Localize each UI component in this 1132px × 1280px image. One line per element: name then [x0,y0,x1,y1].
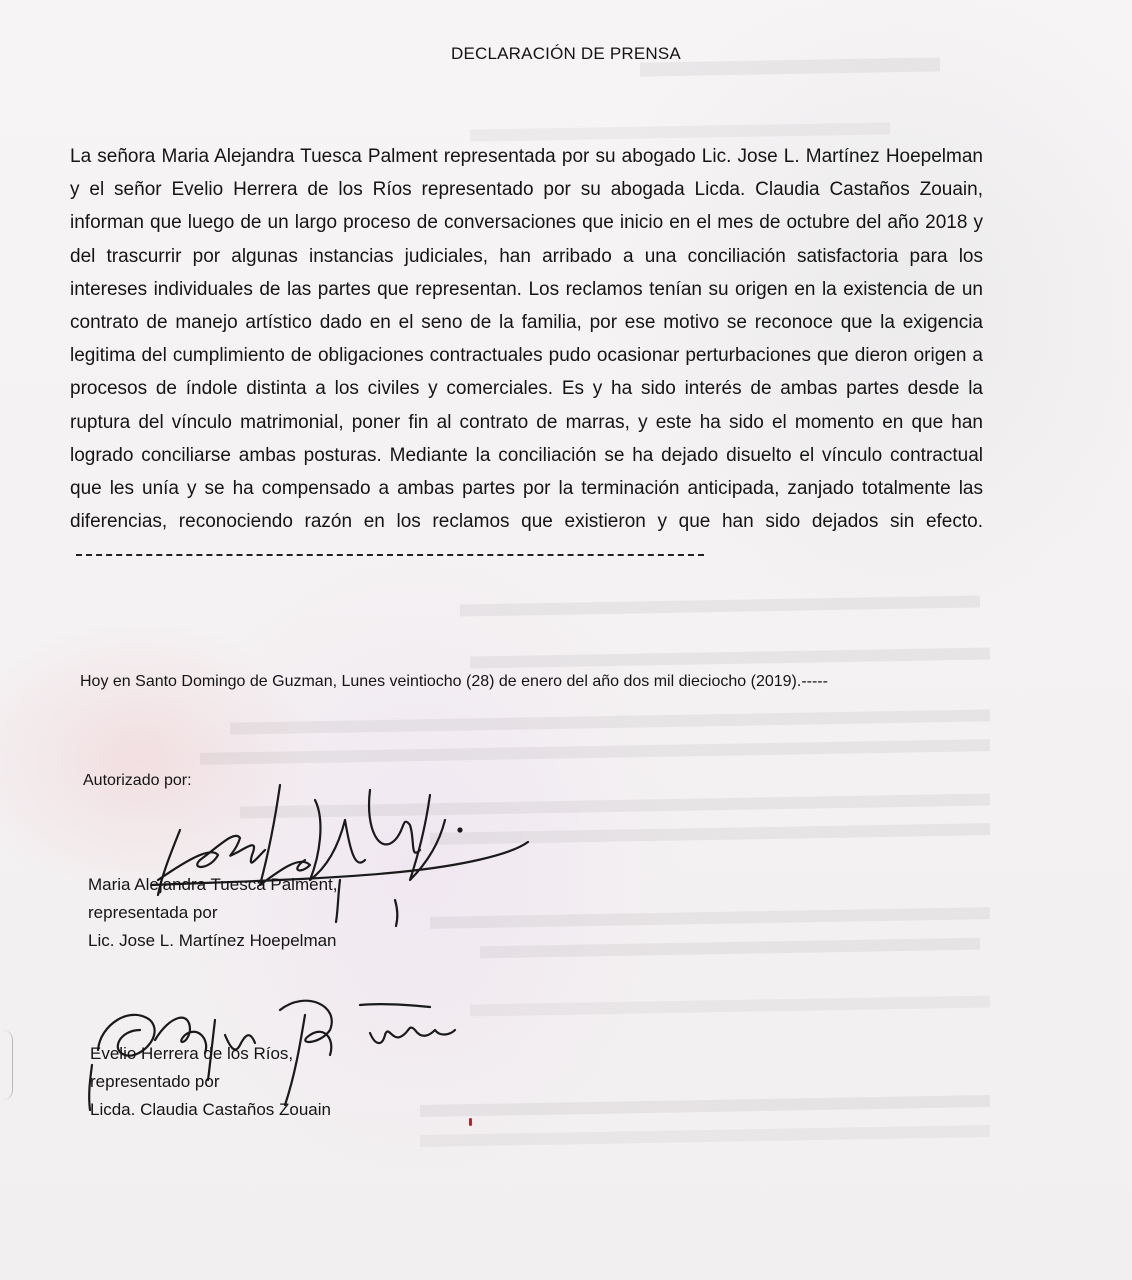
document-title: DECLARACIÓN DE PRENSA [451,44,681,63]
body-paragraph: La señora Maria Alejandra Tuesca Palment representada por su abogado Lic. Jose L. Martínez Hoepelman y el señor Evelio Herrera de los Ríos representado por su abogada Licda. Claudia Castaños Zouain, informan que luego de un largo proceso de conversaciones que inicio en el mes de octubre del año 2018 y del trascurrir por algunas instancias judiciales, han arribado a una conciliación satisfactoria para los intereses individuales de las partes que representan. Los reclamos tenían su origen en la existencia de un contrato de manejo artístico dado en el seno de la familia, por ese motivo se reconoce que la exigencia legitima del cumplimiento de obligaciones contractuales pudo ocasionar perturbaciones que dieron origen a procesos de índole distinta a los civiles y comerciales. Es y ha sido interés de ambas partes desde la ruptura del vínculo matrimonial, poner fin al contrato de marras, y este ha sido el momento en que han logrado conciliarse ambas posturas. Mediante la conciliación se ha dejado disuelto el vínculo contractual que les unía y se ha compensado a ambas partes por la terminación anticipada, zanjado totalmente las diferencias, reconociendo razón en los reclamos que existieron y que han sido dejados sin efecto. [70,146,983,533]
show-through-mark [430,823,990,845]
authorized-by-label: Autorizado por: [83,772,192,789]
dash-filler [76,553,704,556]
signatory-2-lawyer: Licda. Claudia Castaños Zouain [90,1100,331,1119]
ink-mark [469,1118,472,1126]
show-through-mark [430,907,990,929]
show-through-mark [470,995,990,1016]
signatory-1-lawyer: Lic. Jose L. Martínez Hoepelman [88,931,337,950]
show-through-mark [470,647,990,668]
signatory-2-block [90,1040,331,1124]
page-edge-mark [0,1030,13,1100]
show-through-mark [230,709,990,734]
document-body [70,140,983,572]
date-line: Hoy en Santo Domingo de Guzman, Lunes veintiocho (28) de enero del año dos mil dieciocho (2019).----- [80,673,828,690]
show-through-mark [420,1095,990,1117]
signatory-1-represented: representada por [88,903,218,922]
show-through-mark [470,122,890,141]
signatory-2-name: Evelio Herrera de los Ríos, [90,1044,294,1063]
show-through-mark [480,938,980,959]
show-through-mark [200,739,990,765]
signatory-1-block [88,871,337,955]
signatory-2-represented: representado por [90,1072,220,1091]
signatory-1-name: Maria Alejandra Tuesca Palment, [88,875,338,894]
show-through-mark [240,793,990,818]
show-through-mark [420,1125,990,1147]
show-through-mark [460,595,980,616]
